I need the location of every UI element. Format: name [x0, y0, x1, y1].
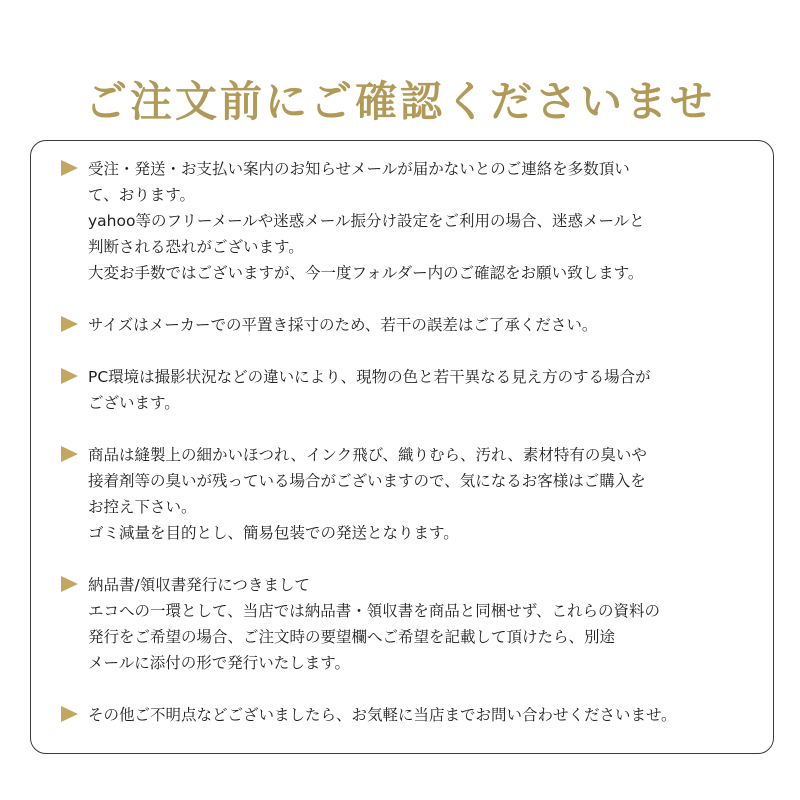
notice-line: て、おります。	[88, 186, 195, 204]
notice-line: 受注・発送・お支払い案内のお知らせメールが届かないとのご連絡を多数頂い	[88, 160, 630, 178]
notice-text	[88, 572, 763, 676]
notice-line: ゴミ減量を目的とし、簡易包装での発送となります。	[88, 524, 459, 542]
notice-line: 商品は縫製上の細かいほつれ、インク飛び、織りむら、汚れ、素材特有の臭いや	[88, 446, 647, 464]
notice-text	[88, 156, 763, 286]
notice-line: 発行をご希望の場合、ご注文時の要望欄へご希望を記載して頂けたら、別途	[88, 628, 616, 646]
notice-text	[88, 442, 763, 546]
notice-line: お控え下さい。	[88, 498, 197, 516]
notice-line: メールに添付の形で発行いたします。	[88, 654, 350, 672]
notice-line: yahoo等のフリーメールや迷惑メール振分け設定をご利用の場合、迷惑メールと	[88, 212, 645, 230]
notice-item-size	[61, 312, 763, 338]
notice-line: その他ご不明点などございましたら、お気軽に当店までお問い合わせくださいませ。	[88, 706, 677, 724]
notice-text	[88, 364, 763, 416]
notice-line: サイズはメーカーでの平置き採寸のため、若干の誤差はご了承ください。	[88, 316, 598, 334]
notice-line: ございます。	[88, 394, 180, 412]
notice-line: 接着剤等の臭いが残っている場合がございますので、気になるお客様はご購入を	[88, 472, 646, 490]
page-title: ご注文前にご確認くださいませ	[84, 77, 715, 127]
notice-text	[88, 312, 763, 338]
notice-line: エコへの一環として、当店では納品書・領収書を商品と同梱せず、これらの資料の	[88, 602, 660, 620]
triangle-bullet-icon	[61, 316, 78, 332]
notice-item-receipt	[61, 572, 763, 676]
notice-item-color	[61, 364, 763, 416]
notice-item-contact	[61, 702, 763, 728]
notice-text	[88, 702, 763, 728]
notice-line: 納品書/領収書発行につきまして	[88, 576, 310, 594]
notice-line: PC環境は撮影状況などの違いにより、現物の色と若干異なる見え方のする場合が	[88, 368, 651, 386]
notice-box	[30, 140, 774, 754]
notice-line: 大変お手数ではございますが、今一度フォルダー内のご確認をお願い致します。	[88, 264, 644, 282]
triangle-bullet-icon	[61, 446, 78, 462]
triangle-bullet-icon	[61, 576, 78, 592]
notice-item-email	[61, 156, 763, 286]
notice-line: 判断される恐れがございます。	[88, 238, 304, 256]
triangle-bullet-icon	[61, 368, 78, 384]
triangle-bullet-icon	[61, 706, 78, 722]
notice-item-quality	[61, 442, 763, 546]
triangle-bullet-icon	[61, 160, 78, 176]
